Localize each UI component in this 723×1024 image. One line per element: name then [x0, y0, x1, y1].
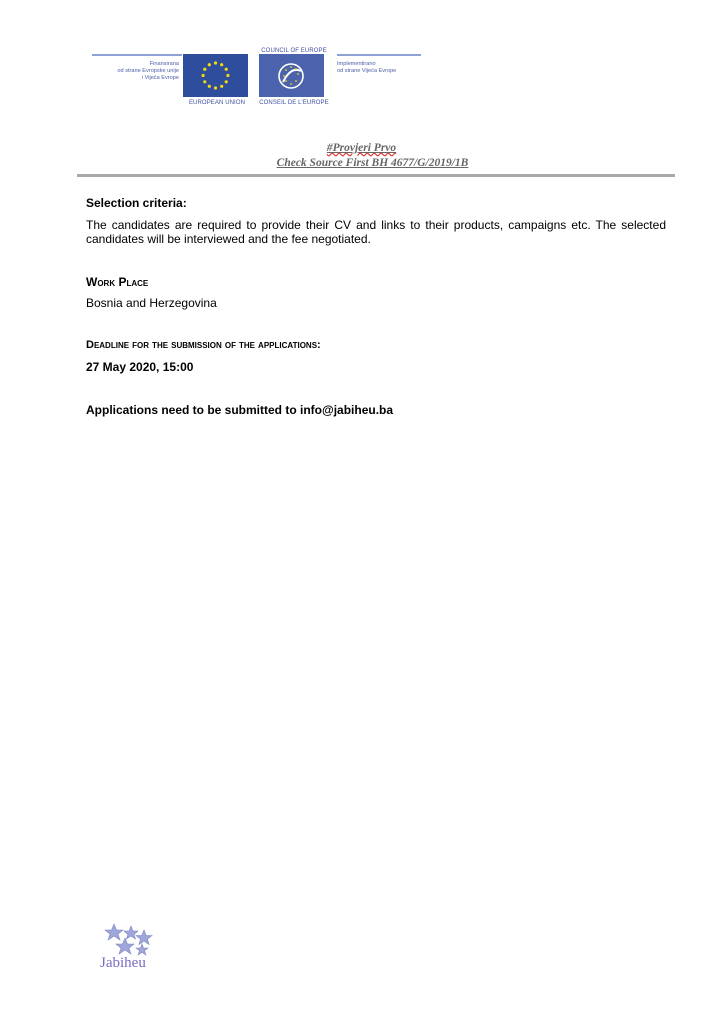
- project-title: Check Source First BH 4677/G/2019/1B: [276, 157, 469, 169]
- selection-criteria-text: The candidates are required to provide their CV and links to their products, campaigns etc. The selected candidates will be interviewed and the fee negotiated.: [86, 218, 666, 246]
- funded-line-3: i Vijeća Evrope: [141, 75, 179, 81]
- funded-line-1: Finansirana: [149, 61, 179, 67]
- funded-by-text: [92, 61, 179, 82]
- implemented-line-2: od strane Vijeća Evrope: [337, 68, 397, 74]
- header-right-rule: [337, 54, 421, 56]
- selection-criteria-heading: Selection criteria:: [86, 196, 187, 210]
- eu-caption: EUROPEAN UNION: [188, 100, 246, 106]
- header-left-rule: [92, 54, 182, 56]
- jabiheu-logo-text: Jabiheu: [100, 955, 146, 971]
- deadline-heading: Deadline for the submission of the applications:: [86, 339, 321, 351]
- coe-top-caption: COUNCIL OF EUROPE: [261, 48, 327, 54]
- work-place-text: Bosnia and Herzegovina: [86, 296, 217, 310]
- applications-instructions: Applications need to be submitted to info@jabiheu.ba: [86, 403, 394, 417]
- eu-flag-icon: [183, 54, 248, 97]
- coe-bottom-caption: CONSEIL DE L'EUROPE: [259, 100, 329, 106]
- jabiheu-stars-icon: [104, 922, 164, 958]
- funded-line-2: od strane Evropske unije: [117, 68, 179, 74]
- title-divider: [77, 174, 675, 177]
- council-of-europe-logo-icon: [259, 54, 324, 97]
- work-place-heading: Work Place: [86, 275, 149, 289]
- implemented-by-text: [337, 61, 437, 75]
- project-hashtag: #Provjeri Prvo: [326, 142, 397, 154]
- deadline-text: 27 May 2020, 15:00: [86, 360, 194, 374]
- implemented-line-1: Implementirano: [337, 61, 376, 67]
